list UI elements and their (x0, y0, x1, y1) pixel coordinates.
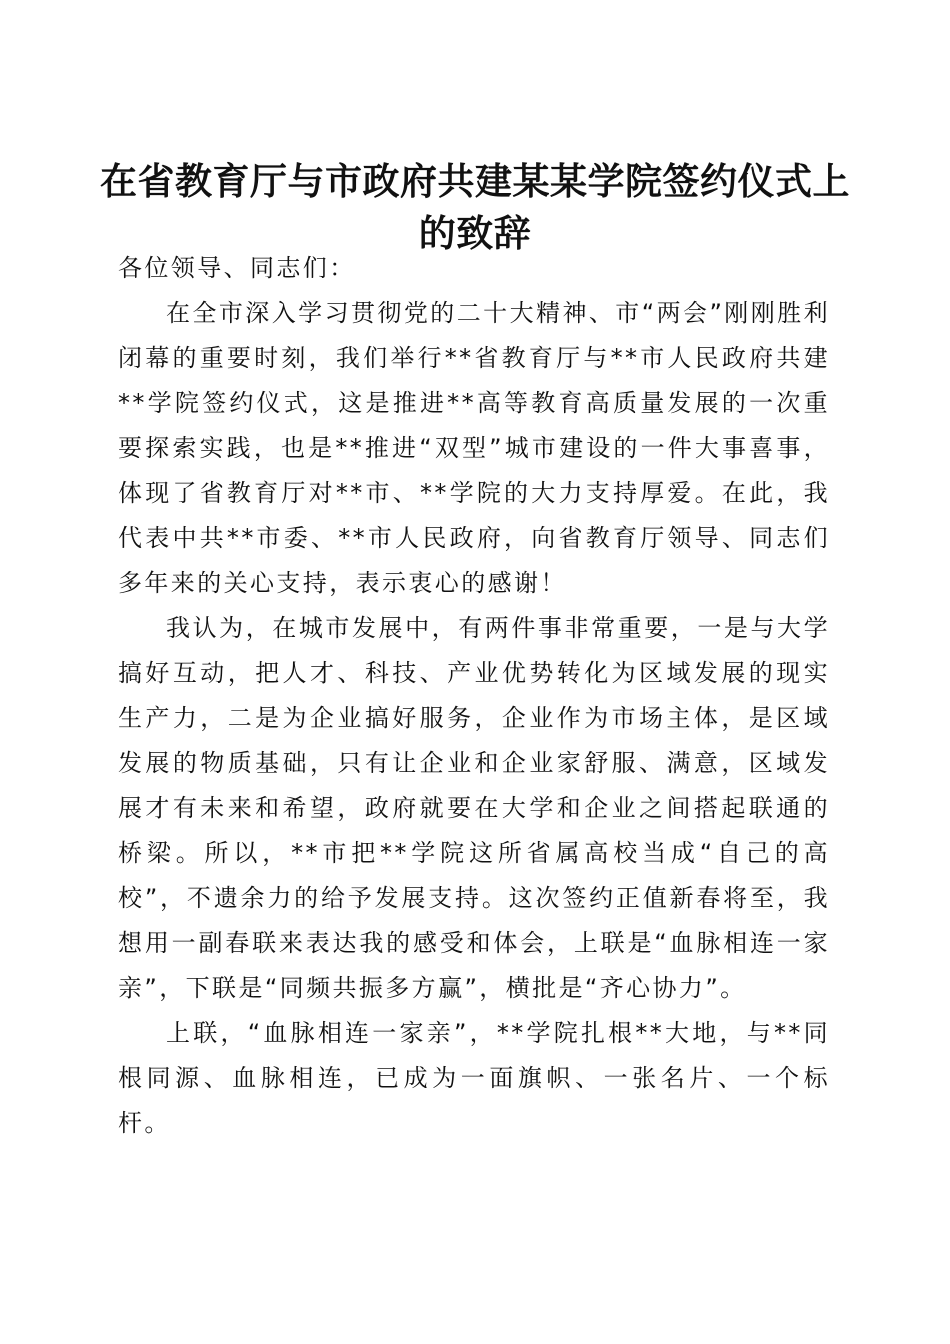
document-title: 在省教育厅与市政府共建某某学院签约仪式上的致辞 (100, 158, 850, 255)
salutation: 各位领导、同志们： (118, 254, 356, 282)
paragraph-2: 我认为，在城市发展中，有两件事非常重要，一是与大学搞好互动，把人才、科技、产业优势转化为区域发展的现实生产力，二是为企业搞好服务，企业作为市场主体，是区域发展的物质基础，只有让企业和企业家舒服、满意，区域发展才有未来和希望，政府就要在大学和企业之间搭起联通的桥梁。所以，**市把**学院这所省属高校当成“自己的高校”，不遗余力的给予发展支持。这次签约正值新春将至，我想用一副春联来表达我的感受和体会，上联是“血脉相连一家亲”，下联是“同频共振多方赢”，横批是“齐心协力”。 (118, 614, 830, 1002)
paragraph-3: 上联，“血脉相连一家亲”，**学院扎根**大地，与**同根同源、血脉相连，已成为一面旗帜、一张名片、一个标杆。 (118, 1019, 830, 1137)
paragraph-1: 在全市深入学习贯彻党的二十大精神、市“两会”刚刚胜利闭幕的重要时刻，我们举行**省教育厅与**市人民政府共建**学院签约仪式，这是推进**高等教育高质量发展的一次重要探索实践，也是**推进“双型”城市建设的一件大事喜事，体现了省教育厅对**市、**学院的大力支持厚爱。在此，我代表中共**市委、**市人民政府，向省教育厅领导、同志们多年来的关心支持，表示衷心的感谢！ (118, 299, 830, 597)
document-body (118, 246, 830, 1146)
